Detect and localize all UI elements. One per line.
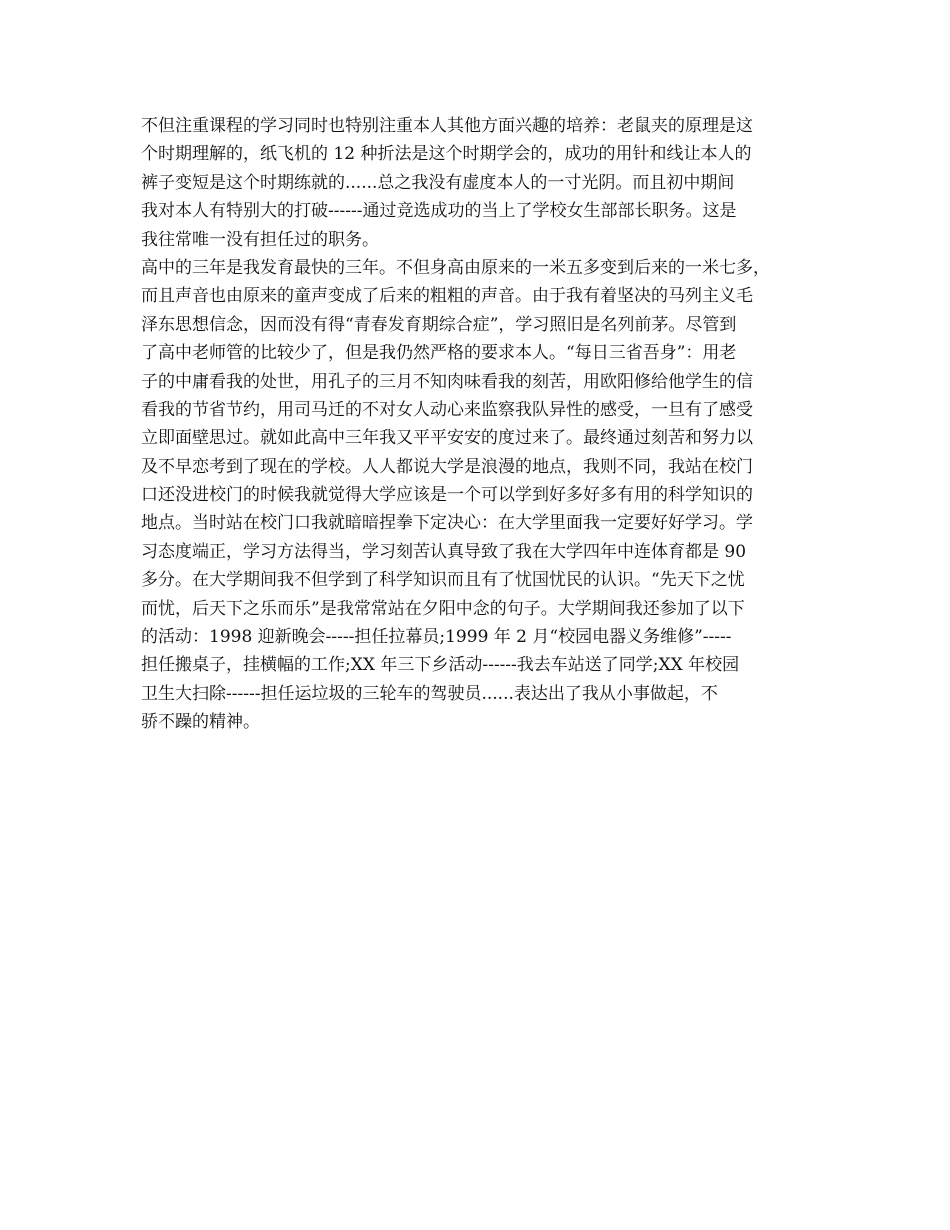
text-line: 了高中老师管的比较少了，但是我仍然严格的要求本人。“每日三省吾身”：用老 <box>141 343 737 364</box>
text-line: 个时期理解的，纸飞机的 12 种折法是这个时期学会的，成功的用针和线让本人的 <box>141 144 752 165</box>
text-line: 泽东思想信念，因而没有得“青春发育期综合症”，学习照旧是名列前茅。尽管到 <box>141 314 737 335</box>
text-line: 我往常唯一没有担任过的职务。 <box>141 229 379 250</box>
text-line: 不但注重课程的学习同时也特别注重本人其他方面兴趣的培养：老鼠夹的原理是这 <box>141 116 753 136</box>
text-line: 看我的节省节约，用司马迁的不对女人动心来监察我队异性的感受，一旦有了感受 <box>141 399 753 420</box>
text-line: 骄不躁的精神。 <box>141 712 260 733</box>
text-line: 的活动：1998 迎新晚会-----担任拉幕员;1999 年 2 月“校园电器义务维修”----- <box>141 627 732 648</box>
text-line: 子的中庸看我的处世，用孔子的三月不知肉味看我的刻苦，用欧阳修给他学生的信 <box>141 371 753 392</box>
text-line: 而且声音也由原来的童声变成了后来的粗粗的声音。由于我有着坚决的马列主义毛 <box>141 286 753 307</box>
text-line: 及不早恋考到了现在的学校。人人都说大学是浪漫的地点，我则不同，我站在校门 <box>141 456 753 477</box>
text-line: 我对本人有特别大的打破------通过竞选成功的当上了学校女生部部长职务。这是 <box>141 201 737 222</box>
body-text <box>141 112 821 737</box>
text-line: 立即面壁思过。就如此高中三年我又平平安安的度过来了。最终通过刻苦和努力以 <box>141 428 753 449</box>
text-line: 裤子变短是这个时期练就的......总之我没有虚度本人的一寸光阴。而且初中期间 <box>141 172 735 193</box>
text-line: 多分。在大学期间我不但学到了科学知识而且有了忧国忧民的认识。“先天下之忧 <box>141 570 745 591</box>
text-line: 高中的三年是我发育最快的三年。不但身高由原来的一米五多变到后来的一米七多， <box>141 257 770 278</box>
text-line: 卫生大扫除------担任运垃圾的三轮车的驾驶员......表达出了我从小事做起，不 <box>141 683 718 704</box>
text-line: 而忧，后天下之乐而乐”是我常常站在夕阳中念的句子。大学期间我还参加了以下 <box>141 598 745 619</box>
text-line: 担任搬桌子，挂横幅的工作;XX 年三下乡活动------我去车站送了同学;XX 年校园 <box>141 655 740 676</box>
text-line: 习态度端正，学习方法得当，学习刻苦认真导致了我在大学四年中连体育都是 90 <box>141 541 747 562</box>
text-line: 口还没进校门的时候我就觉得大学应该是一个可以学到好多好多有用的科学知识的 <box>141 485 753 506</box>
text-line: 地点。当时站在校门口我就暗暗捏拳下定决心：在大学里面我一定要好好学习。学 <box>141 513 753 534</box>
